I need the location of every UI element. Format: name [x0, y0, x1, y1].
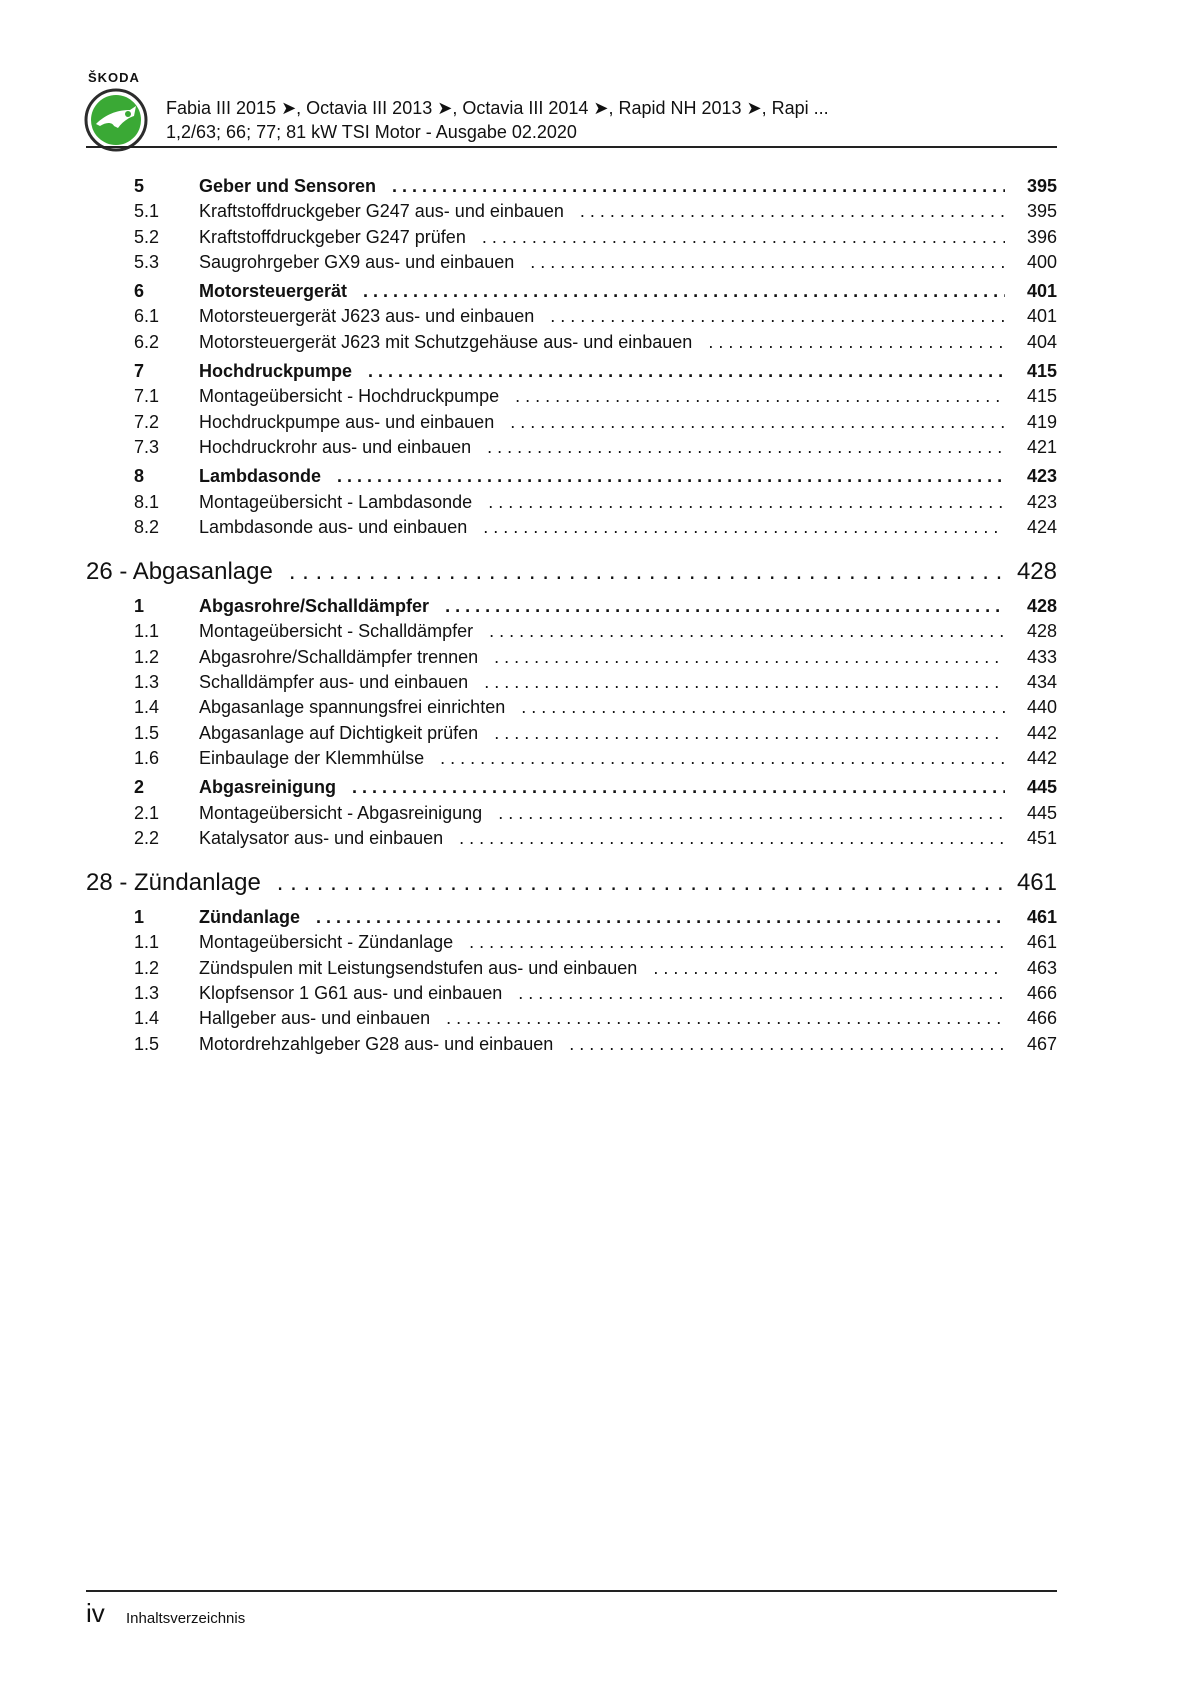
- toc-subsection[interactable]: [86, 672, 1057, 697]
- toc-entry-number: 1.1: [134, 621, 160, 642]
- brand-wordmark: ŠKODA: [88, 70, 140, 85]
- dot-leader: [289, 558, 1005, 586]
- toc-entry-title: Hochdruckrohr aus- und einbauen: [199, 436, 472, 457]
- toc-entry-page: 451: [1026, 827, 1057, 848]
- toc-subsection[interactable]: [86, 1008, 1057, 1033]
- toc-entry-number: 7.1: [134, 386, 160, 407]
- dot-leader: [316, 907, 1005, 928]
- toc-entry-title: 26 - Abgasanlage: [86, 558, 273, 586]
- toc-section[interactable]: [86, 176, 1057, 201]
- dot-leader: [708, 332, 1005, 353]
- toc-entry-title: Montageübersicht - Zündanlage: [199, 932, 454, 953]
- dot-leader: [521, 697, 1005, 718]
- toc-entry-number: 1: [134, 907, 145, 928]
- dot-leader: [653, 958, 1005, 979]
- dot-leader: [550, 306, 1005, 327]
- toc-chapter[interactable]: [86, 863, 1057, 903]
- toc-entry-number: 7: [134, 361, 145, 382]
- dot-leader: [440, 748, 1005, 769]
- dot-leader: [277, 869, 1005, 897]
- toc-entry-number: 1.6: [134, 747, 160, 768]
- toc-entry-page: 395: [1026, 176, 1057, 196]
- toc-entry-number: 5.2: [134, 226, 160, 247]
- toc-entry-page: 467: [1026, 1033, 1057, 1054]
- dot-leader: [488, 492, 1005, 513]
- toc-entry-title: Motorsteuergerät J623 mit Schutzgehäuse aus- und einbauen: [199, 331, 693, 352]
- toc-entry-number: 1.1: [134, 932, 160, 953]
- toc-entry-title: Motorsteuergerät J623 aus- und einbauen: [199, 306, 535, 327]
- toc-entry-number: 1.4: [134, 697, 160, 718]
- toc-entry-title: Abgasreinigung: [199, 777, 337, 798]
- footer-section-label: Inhaltsverzeichnis: [126, 1610, 246, 1627]
- toc-entry-page: 401: [1026, 281, 1057, 302]
- toc-subsection[interactable]: [86, 492, 1057, 517]
- toc-entry-title: Lambdasonde: [199, 466, 322, 487]
- document-subtitle: 1,2/63; 66; 77; 81 kW TSI Motor - Ausgabe 02.2020: [166, 122, 577, 142]
- toc-subsection[interactable]: [86, 803, 1057, 828]
- document-title: Fabia III 2015 ➤, Octavia III 2013 ➤, Octavia III 2014 ➤, Rapid NH 2013 ➤, Rapi ...: [166, 98, 829, 118]
- dot-leader: [494, 647, 1005, 668]
- toc-entry-title: Hochdruckpumpe: [199, 361, 353, 382]
- toc-entry-number: 1.5: [134, 1033, 160, 1054]
- toc-subsection[interactable]: [86, 227, 1057, 252]
- toc-subsection[interactable]: [86, 201, 1057, 226]
- toc-entry-title: Klopfsensor 1 G61 aus- und einbauen: [199, 983, 503, 1004]
- toc-subsection[interactable]: [86, 828, 1057, 853]
- dot-leader: [337, 466, 1005, 487]
- toc-entry-title: Hallgeber aus- und einbauen: [199, 1008, 431, 1029]
- toc-entry-number: 7.3: [134, 436, 160, 457]
- toc-subsection[interactable]: [86, 723, 1057, 748]
- toc-entry-page: 419: [1026, 411, 1057, 432]
- toc-entry-page: 401: [1026, 306, 1057, 327]
- toc-subsection[interactable]: [86, 748, 1057, 773]
- toc-entry-page: 466: [1026, 983, 1057, 1004]
- dot-leader: [494, 723, 1005, 744]
- toc-entry-page: 404: [1026, 331, 1057, 352]
- toc-entry-page: 415: [1026, 386, 1057, 407]
- toc-entry-number: 2.2: [134, 827, 160, 848]
- dot-leader: [569, 1034, 1005, 1055]
- toc-chapter[interactable]: [86, 552, 1057, 592]
- page-number: iv: [86, 1598, 105, 1628]
- toc-entry-title: Montageübersicht - Lambdasonde: [199, 491, 473, 512]
- dot-leader: [392, 176, 1005, 197]
- toc-entry-number: 8: [134, 466, 145, 487]
- toc-entry-title: Abgasrohre/Schalldämpfer: [199, 596, 430, 617]
- dot-leader: [469, 932, 1005, 953]
- toc-entry-page: 428: [1026, 596, 1057, 617]
- toc-section[interactable]: [86, 907, 1057, 932]
- dot-leader: [352, 777, 1005, 798]
- dot-leader: [445, 596, 1005, 617]
- toc-entry-page: 434: [1026, 672, 1057, 693]
- toc-entry-title: Geber und Sensoren: [199, 176, 377, 196]
- toc-entry-page: 424: [1026, 516, 1057, 537]
- toc-entry-number: 1.4: [134, 1008, 160, 1029]
- toc-section[interactable]: [86, 361, 1057, 386]
- table-of-contents: [86, 172, 1057, 1059]
- toc-entry-number: 6.1: [134, 306, 160, 327]
- toc-subsection[interactable]: [86, 412, 1057, 437]
- toc-entry-page: 442: [1026, 722, 1057, 743]
- toc-entry-title: Abgasrohre/Schalldämpfer trennen: [199, 646, 479, 667]
- toc-entry-number: 5.1: [134, 201, 160, 222]
- toc-entry-title: Saugrohrgeber GX9 aus- und einbauen: [199, 251, 515, 272]
- toc-subsection[interactable]: [86, 621, 1057, 646]
- dot-leader: [483, 517, 1005, 538]
- toc-entry-page: 428: [1016, 558, 1057, 586]
- dot-leader: [487, 437, 1005, 458]
- toc-entry-page: 440: [1026, 697, 1057, 718]
- toc-entry-page: 423: [1026, 466, 1057, 487]
- toc-subsection[interactable]: [86, 517, 1057, 542]
- toc-entry-page: 466: [1026, 1008, 1057, 1029]
- toc-entry-number: 6: [134, 281, 145, 302]
- toc-entry-title: Lambdasonde aus- und einbauen: [199, 516, 468, 537]
- toc-entry-page: 396: [1026, 226, 1057, 247]
- toc-entry-page: 445: [1026, 777, 1057, 798]
- toc-subsection[interactable]: [86, 332, 1057, 357]
- dot-leader: [482, 227, 1005, 248]
- toc-entry-number: 8.2: [134, 516, 160, 537]
- toc-entry-page: 395: [1026, 201, 1057, 222]
- toc-entry-title: Abgasanlage auf Dichtigkeit prüfen: [199, 722, 479, 743]
- toc-entry-number: 7.2: [134, 411, 160, 432]
- dot-leader: [368, 361, 1005, 382]
- dot-leader: [518, 983, 1005, 1004]
- toc-entry-number: 5: [134, 176, 145, 196]
- toc-entry-number: 8.1: [134, 491, 160, 512]
- toc-entry-page: 461: [1016, 869, 1057, 897]
- toc-entry-number: 1.5: [134, 722, 160, 743]
- toc-section[interactable]: [86, 281, 1057, 306]
- toc-entry-number: 6.2: [134, 331, 160, 352]
- toc-subsection[interactable]: [86, 386, 1057, 411]
- dot-leader: [484, 672, 1005, 693]
- toc-entry-page: 445: [1026, 802, 1057, 823]
- toc-subsection[interactable]: [86, 932, 1057, 957]
- toc-entry-title: Motordrehzahlgeber G28 aus- und einbauen: [199, 1033, 554, 1054]
- toc-subsection[interactable]: [86, 697, 1057, 722]
- toc-section[interactable]: [86, 466, 1057, 491]
- toc-subsection[interactable]: [86, 647, 1057, 672]
- toc-subsection[interactable]: [86, 958, 1057, 983]
- toc-entry-title: Zündanlage: [199, 907, 301, 928]
- toc-subsection[interactable]: [86, 306, 1057, 331]
- toc-entry-title: Abgasanlage spannungsfrei einrichten: [199, 697, 506, 718]
- toc-entry-page: 421: [1026, 436, 1057, 457]
- dot-leader: [363, 281, 1005, 302]
- toc-subsection[interactable]: [86, 437, 1057, 462]
- toc-entry-title: Einbaulage der Klemmhülse: [199, 747, 425, 768]
- toc-entry-page: 433: [1026, 646, 1057, 667]
- toc-entry-title: Kraftstoffdruckgeber G247 aus- und einbauen: [199, 201, 564, 222]
- dot-leader: [580, 201, 1005, 222]
- toc-entry-page: 400: [1026, 251, 1057, 272]
- toc-subsection[interactable]: [86, 1034, 1057, 1059]
- header-divider: [86, 146, 1057, 148]
- toc-subsection[interactable]: [86, 983, 1057, 1008]
- toc-entry-page: 461: [1026, 932, 1057, 953]
- toc-subsection[interactable]: [86, 252, 1057, 277]
- dot-leader: [446, 1008, 1005, 1029]
- toc-entry-title: 28 - Zündanlage: [86, 869, 261, 897]
- toc-entry-page: 461: [1026, 907, 1057, 928]
- toc-entry-title: Kraftstoffdruckgeber G247 prüfen: [199, 226, 466, 247]
- toc-entry-title: Katalysator aus- und einbauen: [199, 827, 444, 848]
- toc-entry-number: 1.2: [134, 646, 160, 667]
- toc-entry-page: 423: [1026, 491, 1057, 512]
- toc-entry-number: 5.3: [134, 251, 160, 272]
- toc-entry-title: Montageübersicht - Abgasreinigung: [199, 802, 483, 823]
- dot-leader: [515, 386, 1005, 407]
- dot-leader: [459, 828, 1005, 849]
- toc-entry-title: Zündspulen mit Leistungsendstufen aus- und einbauen: [199, 957, 638, 978]
- toc-entry-title: Schalldämpfer aus- und einbauen: [199, 672, 469, 693]
- toc-entry-number: 1.3: [134, 672, 160, 693]
- toc-entry-page: 442: [1026, 747, 1057, 768]
- toc-entry-number: 1.2: [134, 957, 160, 978]
- toc-entry-page: 415: [1026, 361, 1057, 382]
- toc-entry-title: Motorsteuergerät: [199, 281, 348, 302]
- toc-section[interactable]: [86, 777, 1057, 802]
- toc-entry-number: 1.3: [134, 983, 160, 1004]
- dot-leader: [498, 803, 1005, 824]
- toc-entry-title: Montageübersicht - Schalldämpfer: [199, 621, 474, 642]
- dot-leader: [510, 412, 1005, 433]
- footer-divider: [86, 1590, 1057, 1592]
- dot-leader: [489, 621, 1005, 642]
- toc-entry-number: 2.1: [134, 802, 160, 823]
- toc-entry-page: 463: [1026, 957, 1057, 978]
- toc-entry-title: Hochdruckpumpe aus- und einbauen: [199, 411, 495, 432]
- toc-section[interactable]: [86, 596, 1057, 621]
- skoda-logo-icon: [84, 88, 148, 152]
- toc-entry-page: 428: [1026, 621, 1057, 642]
- toc-entry-number: 2: [134, 777, 145, 798]
- toc-entry-number: 1: [134, 596, 145, 617]
- toc-entry-title: Montageübersicht - Hochdruckpumpe: [199, 386, 500, 407]
- dot-leader: [530, 252, 1005, 273]
